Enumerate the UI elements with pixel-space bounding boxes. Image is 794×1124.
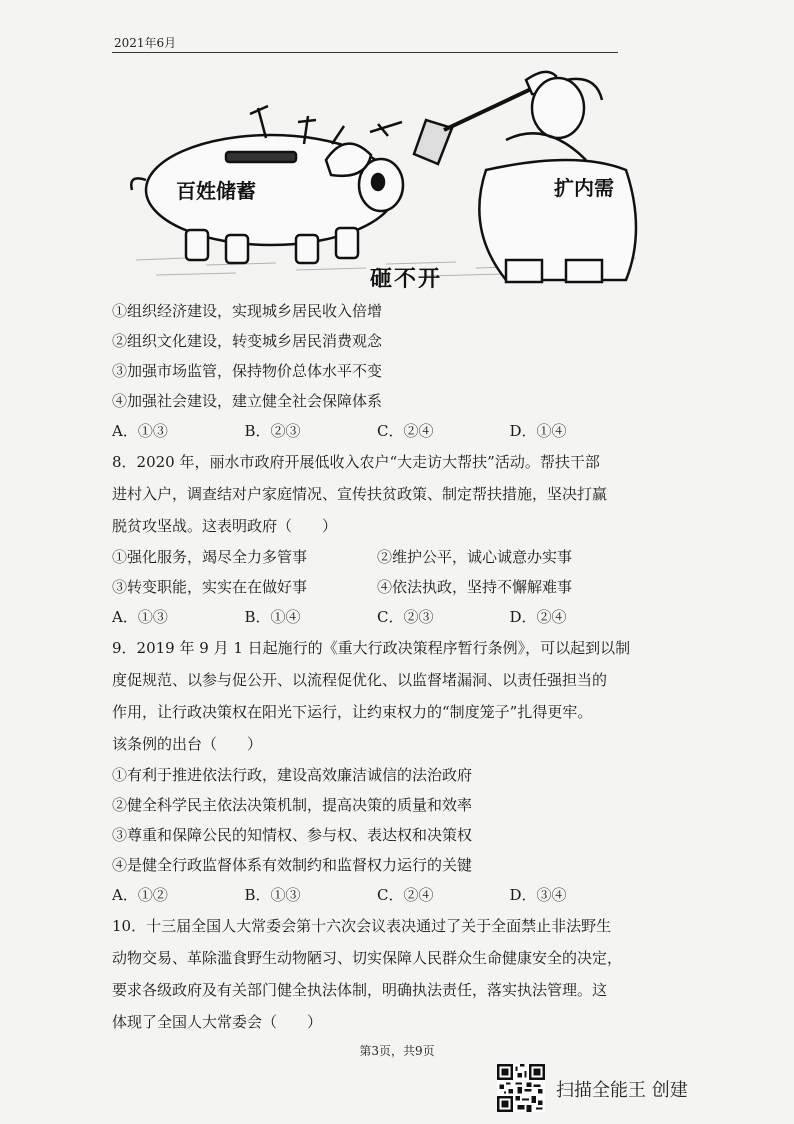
q7-item: ④加强社会建设，建立健全社会保障体系 <box>112 392 383 410</box>
cartoon-caption: 砸不开 <box>370 267 443 292</box>
q8-stem-line: 脱贫攻坚战。这表明政府（ ） <box>112 517 338 535</box>
q9-stem-line: 该条例的出台（ ） <box>112 735 263 753</box>
q8-stem-line: 进村入户，调查结对户家庭情况、宣传扶贫政策、制定帮扶措施，坚决打赢 <box>112 485 608 503</box>
domestic-demand-label: 扩内需 <box>554 176 614 200</box>
q8-items-row <box>112 572 642 602</box>
qr-code-graphic <box>497 1064 545 1112</box>
q8-option-d: D．②④ <box>509 608 567 626</box>
q9-item: ①有利于推进依法行政，建设高效廉洁诚信的法治政府 <box>112 766 473 784</box>
questions <box>112 296 642 1038</box>
q8-stem-line: 8．2020 年，丽水市政府开展低收入农户“大走访大帮扶”活动。帮扶干部 <box>112 453 600 471</box>
q8-item: ③转变职能，实实在在做好事 <box>112 578 308 596</box>
q8-item: ①强化服务，竭尽全力多管事 <box>112 548 308 566</box>
q8-option-b: B．①④ <box>244 608 301 626</box>
q9-options <box>112 880 642 910</box>
qr-code-icon <box>497 1064 545 1112</box>
q7-options <box>112 416 642 446</box>
q8-items-row <box>112 542 642 572</box>
q8-option-a: A．①③ <box>112 608 168 626</box>
scanner-brand: 扫描全能王 创建 <box>556 1080 688 1101</box>
question-8 <box>112 446 642 632</box>
q9-stem-line: 作用，让行政决策权在阳光下运行，让约束权力的“制度笼子”扎得更牢。 <box>112 703 593 721</box>
q7-option-b: B．②③ <box>244 422 301 440</box>
q8-item: ②维护公平，诚心诚意办实事 <box>377 548 573 566</box>
question-10 <box>112 910 642 1038</box>
q10-stem-line: 体现了全国人大常委会（ ） <box>112 1013 323 1031</box>
q9-stem-line: 9．2019 年 9 月 1 日起施行的《重大行政决策程序暂行条例》，可以起到以制 <box>112 639 631 657</box>
q9-item: ②健全科学民主依法决策机制，提高决策的质量和效率 <box>112 796 473 814</box>
page-number: 第3页，共9页 <box>359 1044 435 1058</box>
q9-stem-line: 度促规范、以参与促公开、以流程促优化、以监督堵漏洞、以责任强担当的 <box>112 671 608 689</box>
piggy-bank <box>131 135 403 263</box>
q7-option-c: C．②④ <box>377 422 434 440</box>
question-7 <box>112 296 642 446</box>
q10-stem-line: 动物交易、革除滥食野生动物陋习、切实保障人民群众生命健康安全的决定， <box>112 949 623 967</box>
q9-option-b: B．①③ <box>244 886 301 904</box>
savings-label: 百姓储蓄 <box>176 179 256 203</box>
q9-option-c: C．②④ <box>377 886 434 904</box>
question-9 <box>112 632 642 910</box>
q7-option-a: A．①③ <box>112 422 168 440</box>
q10-stem-line: 10．十三届全国人大常委会第十六次会议表决通过了关于全面禁止非法野生 <box>112 917 612 935</box>
header-date: 2021年6月 <box>114 36 177 50</box>
q7-option-d: D．①④ <box>509 422 567 440</box>
q8-options <box>112 602 642 632</box>
q7-item: ②组织文化建设，转变城乡居民消费观念 <box>112 332 383 350</box>
q10-stem-line: 要求各级政府及有关部门健全执法体制，明确执法责任，落实执法管理。这 <box>112 981 608 999</box>
q8-option-c: C．②③ <box>377 608 434 626</box>
header-rule <box>112 52 618 53</box>
q7-item: ③加强市场监管，保持物价总体水平不变 <box>112 362 383 380</box>
q9-item: ④是健全行政监督体系有效制约和监督权力运行的关键 <box>112 856 473 874</box>
q8-item: ④依法执政，坚持不懈解难事 <box>377 578 573 596</box>
q7-item: ①组织经济建设，实现城乡居民收入倍增 <box>112 302 383 320</box>
q9-option-a: A．①② <box>112 886 168 904</box>
q9-option-d: D．③④ <box>509 886 567 904</box>
q9-item: ③尊重和保障公民的知情权、参与权、表达权和决策权 <box>112 826 473 844</box>
